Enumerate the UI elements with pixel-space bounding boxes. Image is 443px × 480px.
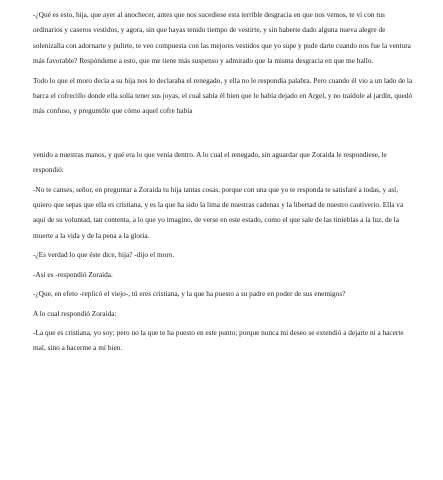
paragraph-narration-cofrecillo: Todo lo que el moro decía a su hija nos lo declaraba el renegado, y ella no le respondía palabra. Pero cuando él vio a un lado de la barca el cofrecillo donde ella solía tener sus joyas, el cual sabía él bien que le había dejado en Argel, y no traídole al jardín, quedó más confuso, y preguntóle que cómo aquel cofre había [33,75,413,116]
paragraph-viejo-question: -¿Que, en efeto -replicó el viejo-, tú eres cristiana, y la que ha puesto a su padre en poder de sus enemigos? [33,289,346,299]
page-section-bottom [33,147,413,356]
paragraph-continuation: venido a nuestras manos, y qué era lo que venía dentro. A lo cual el renegado, sin aguardar que Zoraida le respondiese, le respondió: [33,149,387,175]
paragraph-moro-question: -¿Es verdad lo que éste dice, hija? -dijo el moro. [33,250,175,260]
page-break-gap [33,119,413,147]
paragraph-narration: A lo cual respondió Zoraida: [33,308,117,318]
page-section-top [33,7,413,119]
paragraph-zoraida-answer: -La que es cristiana, yo soy; pero no la que te ha puesto en este punto; porque nunca mi deseo se extendió a dejarte ni a hacerte mal, sino a hacerme a mí bien. [33,327,404,353]
paragraph-renegado-answer: -No te canses, señor, en preguntar a Zoraida tu hija tantas cosas, porque con una que yo te responda te satisfaré a todas, y así, quiero que sepas que ella es cristiana, y es la que ha sido la lima de nuestras cadenas y la libertad de nuestro cautiverio. Ella va aquí de su voluntad, tan contenta, a lo que yo imagino, de verse en este estado, como el que sale de las tinieblas a la luz, de la muerte a la vida y de la pena a la gloria. [33,184,404,240]
document-page [33,7,413,360]
paragraph-father-question: -¿Qué es esto, hija, que ayer al anochecer, antes que nos sucediese esta terrible desgracia en que nos vemos, te vi con tus ordinarios y caseros vestidos, y agora, sin que hayas tenido tiempo de vestirte, y sin haberte dado alguna nueva alegre de solenizalla con adornarte y pulirte, te veo compuesta con las mejores vestidos que yo supe y pude darte cuando nos fue la ventura más favorable? Respóndeme a esto, que me tiene más suspenso y admirado que la misma desgracia en que me hallo. [33,10,411,66]
paragraph-zoraida-reply: -Así es -respondió Zoraida. [33,269,113,279]
